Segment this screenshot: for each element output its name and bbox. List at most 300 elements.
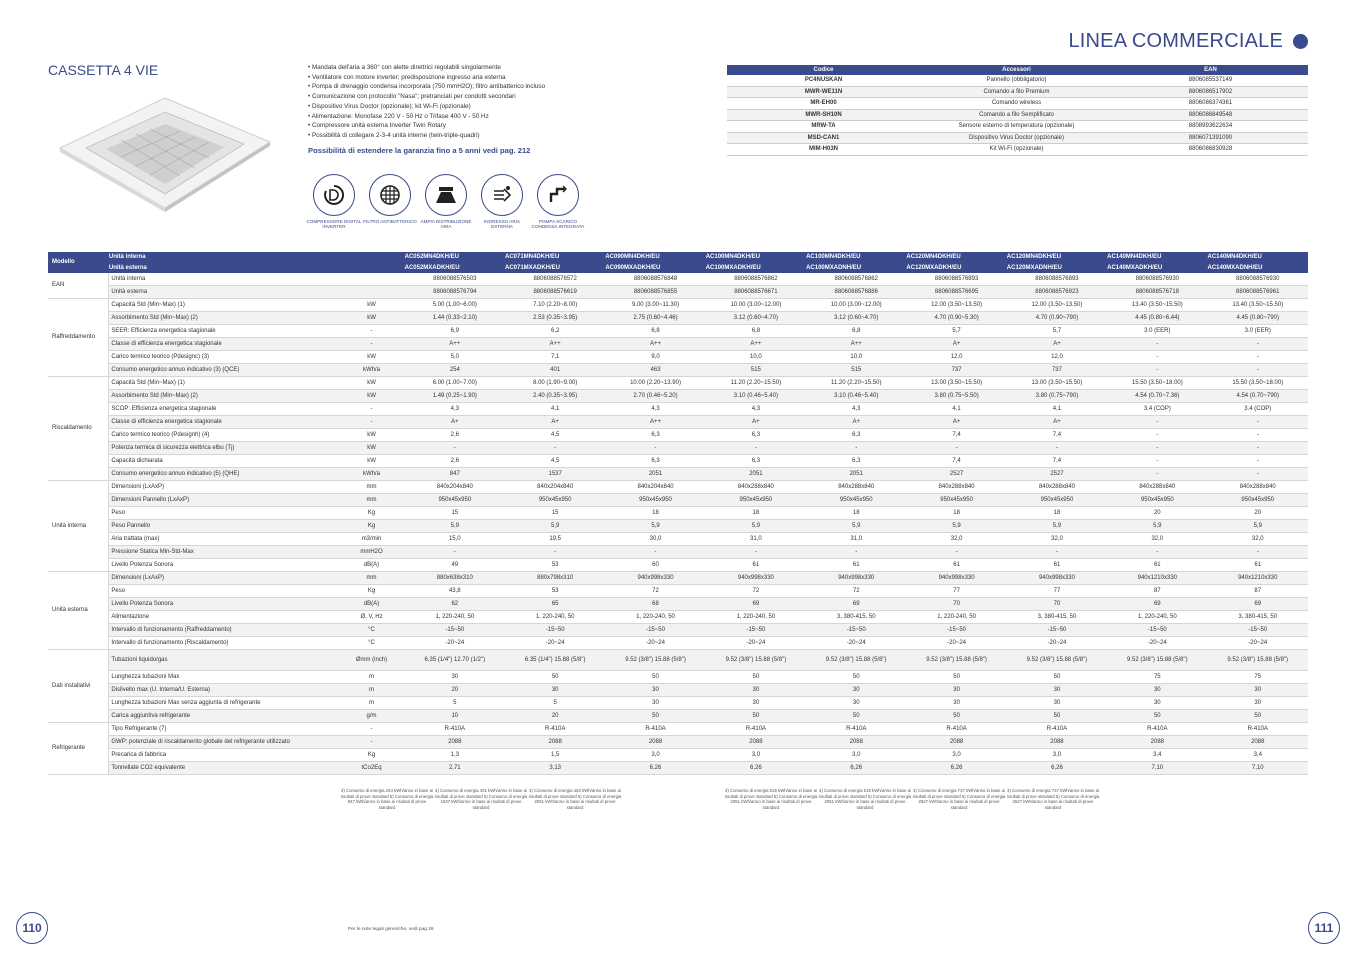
spec-cell: R-410A — [906, 723, 1006, 736]
spec-row-unit: kWh/a — [338, 468, 404, 481]
accessory-code: MSD-CAN1 — [727, 132, 920, 144]
spec-row — [48, 671, 1308, 684]
spec-cell: 50 — [1007, 710, 1107, 723]
spec-cell: 4,5 — [505, 455, 605, 468]
accessory-ean: 8806086849548 — [1113, 109, 1308, 121]
spec-cell: 5,9 — [505, 520, 605, 533]
spec-row — [48, 624, 1308, 637]
spec-cell: 950x45x950 — [1107, 494, 1207, 507]
spec-row-label: Classe di efficienza energetica stagionale — [109, 416, 339, 429]
spec-cell: 50 — [706, 710, 806, 723]
spec-cell: 8806088576961 — [1208, 286, 1309, 299]
spec-cell: 3, 380-415, 50 — [1007, 611, 1107, 624]
spec-row — [48, 325, 1308, 338]
accessory-name: Pannello (obbligatorio) — [920, 75, 1113, 86]
spec-cell: 77 — [1007, 585, 1107, 598]
spec-row-unit: mm — [338, 572, 404, 585]
feature-item: • Mandata dell'aria a 360° con alette direttrici regolabili singolarmente — [308, 63, 608, 73]
spec-cell: 15.50 (3.50~18.00) — [1208, 377, 1309, 390]
spec-cell: 61 — [906, 559, 1006, 572]
spec-cell: 69 — [1107, 598, 1207, 611]
spec-row — [48, 468, 1308, 481]
spec-cell: 4.54 (0.70~790) — [1208, 390, 1309, 403]
spec-cell: 32,0 — [906, 533, 1006, 546]
spec-cell: -15~50 — [1007, 624, 1107, 637]
spec-cell: - — [605, 442, 705, 455]
spec-cell: 6,3 — [706, 429, 806, 442]
feature-icon-label: FILTRO ANTIBATTERICO — [363, 219, 417, 224]
spec-cell: 50 — [906, 671, 1006, 684]
spec-cell: 2088 — [405, 736, 505, 749]
spec-row-unit: kW — [338, 455, 404, 468]
spec-row — [48, 710, 1308, 723]
spec-row — [48, 442, 1308, 455]
spec-cell: 7,4 — [1007, 455, 1107, 468]
spec-cell: 8806088576695 — [906, 286, 1006, 299]
spec-row — [48, 736, 1308, 749]
spec-cell: 50 — [1208, 710, 1309, 723]
spec-row — [48, 403, 1308, 416]
spec-cell: 30 — [806, 684, 906, 697]
spec-cell: 737 — [1007, 364, 1107, 377]
accessory-ean: 8806071391090 — [1113, 132, 1308, 144]
spec-cell: 50 — [906, 710, 1006, 723]
spec-cell: 18 — [906, 507, 1006, 520]
spec-row — [48, 312, 1308, 325]
feature-icon-air-inlet — [474, 174, 530, 230]
spec-cell: 254 — [405, 364, 505, 377]
spec-row — [48, 338, 1308, 351]
spec-cell: 1, 220-240, 50 — [906, 611, 1006, 624]
spec-cell: - — [1107, 416, 1207, 429]
spec-row-unit: kW — [338, 377, 404, 390]
spec-cell: 18 — [1007, 507, 1107, 520]
spec-cell: 5,0 — [405, 351, 505, 364]
accessories-row — [727, 144, 1308, 156]
spec-cell: R-410A — [405, 723, 505, 736]
spec-cell: - — [1107, 468, 1207, 481]
spec-cell: 2.53 (0.35~3.95) — [505, 312, 605, 325]
spec-row-unit: Kg — [338, 520, 404, 533]
page-number-right: 111 — [1308, 912, 1340, 944]
spec-cell: 3,0 — [605, 749, 705, 762]
spec-cell: 8806088576848 — [605, 273, 705, 286]
spec-cell: - — [1107, 338, 1207, 351]
spec-cell: 10.00 (3.00~12.00) — [806, 299, 906, 312]
spec-group-label: EAN — [48, 273, 109, 299]
spec-cell: - — [1007, 546, 1107, 559]
spec-cell: 61 — [1107, 559, 1207, 572]
spec-cell: 8806088576671 — [706, 286, 806, 299]
spec-cell: 950x45x950 — [405, 494, 505, 507]
spec-cell: 1, 220-240, 50 — [1107, 611, 1207, 624]
spec-row-label: Pressione Statica Min-Std-Max — [109, 546, 339, 559]
spec-row-unit: g/m — [338, 710, 404, 723]
spec-cell: 840x288x840 — [906, 481, 1006, 494]
spec-header-model-code: AC090MN4DKH/EU — [605, 252, 705, 263]
spec-cell: - — [1107, 546, 1207, 559]
compressor-icon — [313, 174, 355, 216]
spec-cell: 3,0 — [906, 749, 1006, 762]
spec-cell: 9.52 (3/8") 15.88 (5/8") — [1007, 650, 1107, 671]
accessory-name: Comando wireless — [920, 98, 1113, 110]
spec-row-unit: kW — [338, 429, 404, 442]
spec-cell: 31,0 — [806, 533, 906, 546]
spec-cell: 5 — [405, 697, 505, 710]
accessories-row — [727, 121, 1308, 133]
spec-header-outdoor-label: Unità esterna — [109, 263, 339, 274]
spec-cell: A+ — [706, 416, 806, 429]
drain-pump-icon — [537, 174, 579, 216]
spec-row-unit: m — [338, 697, 404, 710]
spec-cell: 3,0 — [806, 749, 906, 762]
spec-cell: - — [1208, 455, 1309, 468]
spec-cell: 4,1 — [505, 403, 605, 416]
spec-cell: 1.44 (0.33~2.10) — [405, 312, 505, 325]
spec-cell: 3.80 (0.75~790) — [1007, 390, 1107, 403]
spec-cell: 940x998x330 — [806, 572, 906, 585]
spec-cell: 65 — [505, 598, 605, 611]
spec-row-label: Assorbimento Std (Min~Max) (2) — [109, 390, 339, 403]
spec-cell: - — [1007, 442, 1107, 455]
spec-group-label: Raffreddamento — [48, 299, 109, 377]
spec-cell: - — [405, 442, 505, 455]
spec-row — [48, 299, 1308, 312]
spec-cell: 9.00 (3.00~11.30) — [605, 299, 705, 312]
spec-cell: 10,0 — [706, 351, 806, 364]
spec-cell: 840x288x840 — [1208, 481, 1309, 494]
spec-row-label: Assorbimento Std (Min~Max) (2) — [109, 312, 339, 325]
spec-cell: 840x204x840 — [605, 481, 705, 494]
feature-icon-label: COMPRESSORE DIGITAL INVERTER — [306, 219, 362, 230]
spec-row — [48, 723, 1308, 736]
spec-cell: 6,8 — [605, 325, 705, 338]
spec-row-unit: - — [338, 723, 404, 736]
accessory-ean: 8806086517902 — [1113, 86, 1308, 98]
spec-cell: 20 — [1208, 507, 1309, 520]
spec-row — [48, 585, 1308, 598]
spec-cell: 19,5 — [505, 533, 605, 546]
spec-cell: - — [1208, 442, 1309, 455]
spec-cell: 30,0 — [605, 533, 705, 546]
spec-cell: 840x204x840 — [405, 481, 505, 494]
spec-row — [48, 697, 1308, 710]
spec-cell: R-410A — [1007, 723, 1107, 736]
spec-cell: 30 — [1007, 684, 1107, 697]
spec-cell: 3.10 (0.46~5.40) — [806, 390, 906, 403]
spec-cell: 70 — [1007, 598, 1107, 611]
spec-cell: 9,0 — [605, 351, 705, 364]
cassette-unit-image — [58, 96, 272, 217]
spec-cell: 4,5 — [505, 429, 605, 442]
spec-cell: 3.4 (COP) — [1208, 403, 1309, 416]
feature-icon-compressor — [306, 174, 362, 230]
spec-cell: -15~50 — [605, 624, 705, 637]
spec-row-label: Capacità Std (Min~Max) (1) — [109, 299, 339, 312]
spec-row-label: Unità esterna — [109, 286, 339, 299]
spec-cell: 11.20 (2.20~15.50) — [806, 377, 906, 390]
spec-cell: 6,2 — [505, 325, 605, 338]
brand-title: LINEA COMMERCIALE — [1068, 30, 1283, 52]
spec-cell: 61 — [1208, 559, 1309, 572]
spec-row-unit: mm — [338, 494, 404, 507]
spec-cell: A+ — [505, 416, 605, 429]
accessories-body — [727, 75, 1308, 155]
spec-cell: 940x1210x330 — [1208, 572, 1309, 585]
spec-group-label: Unità esterna — [48, 572, 109, 650]
footnote: 3) Consumo di energia 515 kWh/anno in base ai risultati di prove standard 5) Consumo di energia 2051 kWh/anno in base ai risultati di prove standard — [818, 788, 912, 810]
spec-row-label: Carico termico teorico (Pdesignh) (4) — [109, 429, 339, 442]
spec-row-label: SCOP: Efficienza energetica stagionale — [109, 403, 339, 416]
spec-cell: 30 — [405, 671, 505, 684]
accessories-table — [727, 65, 1308, 156]
spec-cell: 2,71 — [405, 762, 505, 775]
spec-cell: 7,10 — [1107, 762, 1207, 775]
spec-row-label: Consumo energetico annuo indicativo (3) (QCE) — [109, 364, 339, 377]
spec-row-label: Lunghezza tubazioni Max — [109, 671, 339, 684]
spec-cell: 49 — [405, 559, 505, 572]
spec-cell: -20~24 — [1007, 637, 1107, 650]
spec-row-unit — [338, 273, 404, 286]
accessory-name: Sensore esterno di temperatura (opzionale) — [920, 121, 1113, 133]
spec-row-label: Capacità Std (Min~Max) (1) — [109, 377, 339, 390]
spec-cell: -20~24 — [605, 637, 705, 650]
spec-cell: 50 — [806, 671, 906, 684]
spec-row-unit: - — [338, 403, 404, 416]
spec-cell: 1,3 — [405, 749, 505, 762]
feature-icon-filter — [362, 174, 418, 230]
spec-cell: 62 — [405, 598, 505, 611]
spec-row-label: Peso Pannello — [109, 520, 339, 533]
spec-cell: 4,3 — [706, 403, 806, 416]
spec-cell: 10,0 — [806, 351, 906, 364]
accessory-code: MR-EH00 — [727, 98, 920, 110]
spec-header-model-code: AC071MN4DKH/EU — [505, 252, 605, 263]
spec-cell: 3,0 — [706, 749, 806, 762]
footnotes-left — [340, 788, 622, 810]
spec-cell: 5,9 — [605, 520, 705, 533]
spec-cell: - — [605, 546, 705, 559]
spec-header-model-code: AC140MXADKH/EU — [1107, 263, 1207, 274]
spec-cell: - — [1208, 351, 1309, 364]
spec-row — [48, 273, 1308, 286]
spec-cell: 13.00 (3.50~15.50) — [906, 377, 1006, 390]
spec-cell: 8806088576572 — [505, 273, 605, 286]
spec-row-label: GWP: potenziale di riscaldamento globale del refrigerante utilizzato — [109, 736, 339, 749]
spec-row — [48, 351, 1308, 364]
spec-cell: 72 — [605, 585, 705, 598]
spec-header-model-code: AC140MN4DKH/EU — [1208, 252, 1309, 263]
spec-cell: 2.75 (0.60~4.46) — [605, 312, 705, 325]
feature-item: • Dispositivo Virus Doctor (opzionale); kit Wi-Fi (opzionale) — [308, 102, 608, 112]
spec-row-label: Alimentazione — [109, 611, 339, 624]
spec-cell: - — [1107, 442, 1207, 455]
spec-cell: 6.00 (1.00~7.00) — [405, 377, 505, 390]
spec-row-label: Aria trattata (max) — [109, 533, 339, 546]
spec-cell: 847 — [405, 468, 505, 481]
spec-cell: - — [806, 546, 906, 559]
brand-header — [1068, 30, 1308, 53]
spec-cell: 950x45x950 — [605, 494, 705, 507]
spec-row — [48, 481, 1308, 494]
spec-cell: 840x288x840 — [1107, 481, 1207, 494]
spec-row — [48, 611, 1308, 624]
spec-row-label: Lunghezza tubazioni Max senza aggiunta di refrigerante — [109, 697, 339, 710]
spec-cell: 2.70 (0.46~5.20) — [605, 390, 705, 403]
spec-cell: 2,6 — [405, 455, 505, 468]
spec-cell: 2051 — [806, 468, 906, 481]
spec-row-unit: Kg — [338, 507, 404, 520]
spec-cell: -20~24 — [405, 637, 505, 650]
accessory-code: MWR-WE11N — [727, 86, 920, 98]
spec-cell: 32,0 — [1007, 533, 1107, 546]
spec-cell: 30 — [505, 684, 605, 697]
spec-cell: - — [1208, 546, 1309, 559]
spec-row — [48, 455, 1308, 468]
spec-cell: 940x998x330 — [605, 572, 705, 585]
spec-row-label: Classe di efficienza energetica stagionale — [109, 338, 339, 351]
spec-cell: 1.49 (0.25~1.90) — [405, 390, 505, 403]
spec-cell: 7,4 — [906, 429, 1006, 442]
spec-cell: -15~50 — [906, 624, 1006, 637]
footnote: 3) Consumo di energia 463 kWh/anno in base ai risultati di prove standard 5) Consumo di energia 2051 kWh/anno in base ai risultati di prove standard — [528, 788, 622, 810]
spec-cell: 6,3 — [806, 455, 906, 468]
accessories-row — [727, 75, 1308, 86]
accessories-header-code: Codice — [727, 65, 920, 75]
spec-cell: 3,13 — [505, 762, 605, 775]
spec-cell: -15~50 — [706, 624, 806, 637]
spec-cell: 950x45x950 — [1007, 494, 1107, 507]
spec-cell: 940x998x330 — [906, 572, 1006, 585]
spec-row-unit: - — [338, 736, 404, 749]
spec-cell: -20~24 — [706, 637, 806, 650]
spec-cell: 32,0 — [1107, 533, 1207, 546]
spec-cell: 8806088576893 — [906, 273, 1006, 286]
spec-cell: 69 — [1208, 598, 1309, 611]
spec-cell: 13.40 (3.50~15.50) — [1107, 299, 1207, 312]
footnote: 3) Consumo di energia 737 kWh/anno in base ai risultati di prove standard 5) Consumo di energia 2527 kWh/anno in base ai risultati di prove standard — [1006, 788, 1100, 810]
spec-cell: 1,5 — [505, 749, 605, 762]
feature-icon-label: AMPIA DISTRIBUZIONE ARIA — [420, 219, 472, 230]
spec-cell: 840x288x840 — [706, 481, 806, 494]
spec-cell: 43,8 — [405, 585, 505, 598]
feature-icon-label: INGRESSO ARIA ESTERNA — [484, 219, 520, 230]
spec-row — [48, 416, 1308, 429]
spec-cell: 401 — [505, 364, 605, 377]
spec-row-label: Livello Potenza Sonora — [109, 598, 339, 611]
spec-row — [48, 520, 1308, 533]
spec-cell: R-410A — [706, 723, 806, 736]
spec-cell: 4,3 — [405, 403, 505, 416]
spec-row-unit: Ø, V, Hz — [338, 611, 404, 624]
spec-cell: 5,9 — [1208, 520, 1309, 533]
spec-cell: 30 — [605, 697, 705, 710]
spec-cell: - — [1208, 416, 1309, 429]
feature-item: • Ventilatore con motore inverter; predisposizione ingresso aria esterna — [308, 73, 608, 83]
spec-cell: - — [1107, 364, 1207, 377]
spec-cell: 69 — [806, 598, 906, 611]
spec-cell: 87 — [1208, 585, 1309, 598]
spec-row-label: Consumo energetico annuo indicativo (5) (QHE) — [109, 468, 339, 481]
spec-cell: A++ — [605, 416, 705, 429]
spec-cell: 2051 — [605, 468, 705, 481]
spec-cell: 940x1210x330 — [1107, 572, 1207, 585]
spec-cell: -15~50 — [405, 624, 505, 637]
spec-cell: -20~24 — [1107, 637, 1207, 650]
spec-cell: 4,1 — [1007, 403, 1107, 416]
spec-cell: 50 — [706, 671, 806, 684]
spec-cell: 15.50 (3.50~18.00) — [1107, 377, 1207, 390]
spec-cell: A+ — [906, 338, 1006, 351]
brand-dot-icon — [1293, 34, 1308, 49]
accessories-header-name: Accessori — [920, 65, 1113, 75]
spec-row-label: Carica aggiuntiva refrigerante — [109, 710, 339, 723]
spec-row — [48, 429, 1308, 442]
spec-cell: 18 — [605, 507, 705, 520]
spec-cell: A++ — [806, 338, 906, 351]
spec-row-label: Tonnellate CO2 equivalente — [109, 762, 339, 775]
spec-cell: 950x45x950 — [906, 494, 1006, 507]
spec-cell: 880x638x310 — [405, 572, 505, 585]
spec-cell: 6,8 — [706, 325, 806, 338]
warranty-link[interactable]: Possibilità di estendere la garanzia fino a 5 anni vedi pag. 212 — [308, 146, 531, 155]
spec-row-unit: Kg — [338, 585, 404, 598]
spec-cell: R-410A — [1107, 723, 1207, 736]
spec-cell: - — [706, 442, 806, 455]
spec-row-label: Peso — [109, 585, 339, 598]
spec-row-label: SEER: Efficienza energetica stagionale — [109, 325, 339, 338]
accessories-row — [727, 109, 1308, 121]
spec-cell: -15~50 — [806, 624, 906, 637]
accessory-ean: 8806086374361 — [1113, 98, 1308, 110]
feature-list — [308, 63, 608, 141]
spec-row-unit: Ømm (inch) — [338, 650, 404, 671]
accessories-header-row — [727, 65, 1308, 75]
spec-cell: 30 — [605, 684, 705, 697]
spec-group-label: Riscaldamento — [48, 377, 109, 481]
spec-cell: -15~50 — [1208, 624, 1309, 637]
air-inlet-icon — [481, 174, 523, 216]
spec-cell: 9.52 (3/8") 15.88 (5/8") — [806, 650, 906, 671]
spec-cell: 5,9 — [906, 520, 1006, 533]
spec-cell: 10.00 (3.00~12.00) — [706, 299, 806, 312]
spec-header-model-code: AC052MN4DKH/EU — [405, 252, 505, 263]
spec-cell: 2.40 (0.35~3.95) — [505, 390, 605, 403]
spec-cell: 2,6 — [405, 429, 505, 442]
spec-header-model-code: AC100MXADNH/EU — [806, 263, 906, 274]
spec-row-unit: - — [338, 338, 404, 351]
spec-cell: 5,7 — [1007, 325, 1107, 338]
spec-cell: 6,26 — [906, 762, 1006, 775]
legal-note: Per le note legali generiche, vedi pag 26 — [348, 927, 434, 932]
spec-row-label: Livello Potenza Sonora — [109, 559, 339, 572]
spec-cell: 61 — [1007, 559, 1107, 572]
spec-cell: 7,10 — [1208, 762, 1309, 775]
spec-row-unit: kW — [338, 390, 404, 403]
spec-cell: 30 — [1007, 697, 1107, 710]
spec-cell: 12.00 (3.50~13.50) — [906, 299, 1006, 312]
footnote: 3) Consumo di energia 401 kWh/anno in base ai risultati di prove standard 5) Consumo di energia 1537 kWh/anno in base ai risultati di prove standard — [434, 788, 528, 810]
spec-row-label: Intervallo di funzionamento (Riscaldamento) — [109, 637, 339, 650]
spec-header-empty — [338, 263, 404, 274]
spec-cell: 8806088576619 — [505, 286, 605, 299]
spec-header-model-code: AC140MN4DKH/EU — [1107, 252, 1207, 263]
spec-row-unit: kW — [338, 312, 404, 325]
spec-cell: 950x45x950 — [1208, 494, 1309, 507]
accessory-code: MWR-SH10N — [727, 109, 920, 121]
spec-cell: 9.52 (3/8") 15.88 (5/8") — [605, 650, 705, 671]
spec-cell: 50 — [1107, 710, 1207, 723]
